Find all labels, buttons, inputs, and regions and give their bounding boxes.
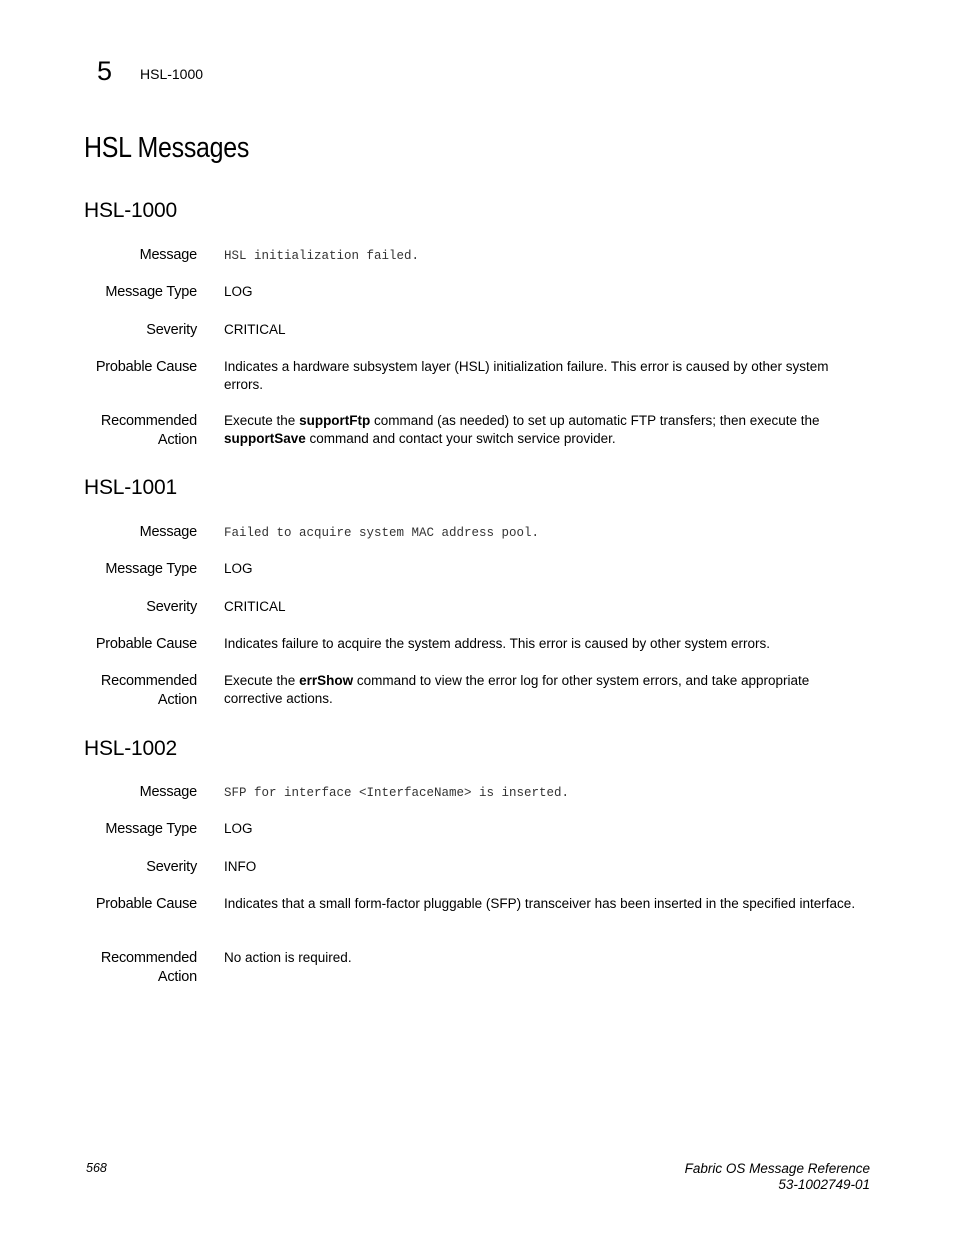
probable-cause-value: Indicates failure to acquire the system address. This error is caused by other system errors. [224,636,770,651]
label-severity: Severity [146,322,197,338]
command-name: supportSave [224,430,306,446]
action-text: Execute the [224,673,300,688]
action-text: command and contact your switch service provider. [305,430,616,446]
message-section-hsl-1002 [84,737,874,997]
message-type-value: LOG [224,561,253,576]
action-text: Execute the [224,413,300,428]
message-section-hsl-1001 [84,476,874,716]
label-message: Message [139,524,197,540]
message-type-value: LOG [224,284,253,299]
label-recommended-line2: Action [157,969,197,985]
footer-page-number: 568 [86,1161,107,1175]
recommended-action-value [224,412,864,447]
label-recommended-line2: Action [157,692,197,708]
label-message: Message [139,247,197,263]
action-text: command (as needed) to set up automatic FTP transfers; then execute the [370,413,820,428]
page-title: HSL Messages [84,132,250,164]
label-recommended-line1: Recommended [100,413,197,429]
label-message-type: Message Type [105,821,197,837]
label-severity: Severity [146,599,197,615]
severity-value: INFO [224,859,257,874]
label-severity: Severity [146,859,197,875]
label-recommended-line1: Recommended [100,673,197,689]
label-recommended-action [84,672,197,710]
probable-cause-value: Indicates that a small form-factor pluggable (SFP) transceiver has been inserted in the specified interface. [224,896,856,911]
label-message-type: Message Type [105,561,197,577]
message-section-hsl-1000 [84,199,874,459]
message-id-heading: HSL-1002 [84,737,177,760]
footer-doc-number: 53-1002749-01 [778,1177,870,1192]
action-text: command to view the error log for other system errors, and take appropriate corrective actions. [224,673,810,706]
command-name: errShow [299,673,354,688]
message-id-heading: HSL-1001 [84,476,177,499]
chapter-number: 5 [97,56,113,86]
message-text: Failed to acquire system MAC address pool. [224,526,540,540]
running-title: HSL-1000 [140,66,204,82]
message-type-value: LOG [224,821,253,836]
label-recommended-line1: Recommended [100,950,197,966]
probable-cause-value: Indicates a hardware subsystem layer (HSL) initialization failure. This error is caused by other system errors. [224,359,829,392]
label-probable-cause: Probable Cause [95,359,197,375]
label-recommended-line2: Action [157,432,197,448]
label-message: Message [139,784,197,800]
recommended-action-value: No action is required. [224,950,352,965]
message-id-heading: HSL-1000 [84,199,177,222]
severity-value: CRITICAL [224,599,286,614]
label-probable-cause: Probable Cause [95,896,197,912]
message-text: HSL initialization failed. [224,249,420,263]
label-recommended-action [84,412,197,450]
label-message-type: Message Type [105,284,197,300]
recommended-action-value [224,672,864,707]
message-text: SFP for interface <InterfaceName> is inserted. [224,786,570,800]
footer-doc-title: Fabric OS Message Reference [684,1161,870,1176]
command-name: supportFtp [299,413,371,428]
footer-document-info [685,1161,870,1193]
severity-value: CRITICAL [224,322,286,337]
label-probable-cause: Probable Cause [95,636,197,652]
label-recommended-action [84,949,197,987]
